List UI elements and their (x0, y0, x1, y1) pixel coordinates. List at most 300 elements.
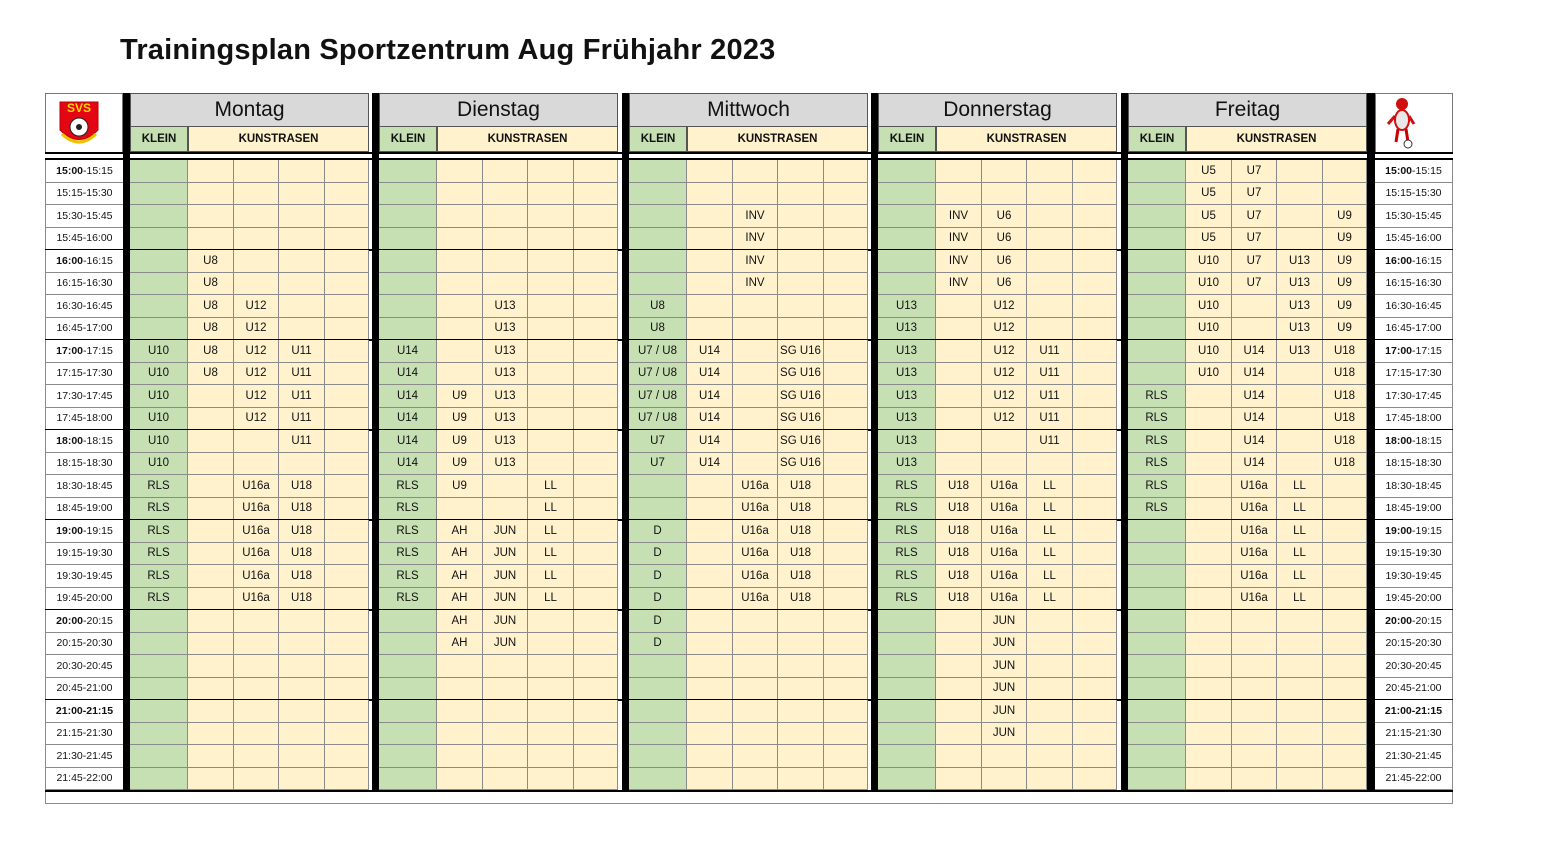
klein-header: KLEIN (629, 126, 687, 152)
kunstrasen-cell: INV (733, 273, 778, 296)
kunstrasen-cell: LL (528, 475, 574, 498)
kunstrasen-cell (325, 273, 369, 296)
kunstrasen-cell (188, 498, 234, 521)
kunstrasen-cell (733, 700, 778, 723)
klein-cell: U10 (130, 408, 188, 431)
kunstrasen-cell (1277, 745, 1323, 768)
klein-cell: RLS (130, 520, 188, 543)
klein-cell (629, 678, 687, 701)
time-label-left: 18:15-18:30 (45, 453, 123, 476)
kunstrasen-cell: U8 (188, 273, 234, 296)
klein-cell (629, 160, 687, 183)
kunstrasen-cell (733, 318, 778, 341)
klein-cell: U14 (379, 363, 437, 386)
kunstrasen-cell: U12 (234, 318, 279, 341)
kunstrasen-cell (234, 453, 279, 476)
kunstrasen-cell (1323, 498, 1367, 521)
time-label-left: 20:30-20:45 (45, 655, 123, 678)
kunstrasen-cell (778, 205, 824, 228)
kunstrasen-cell: INV (936, 228, 982, 251)
page-title: Trainingsplan Sportzentrum Aug Frühjahr 2023 (120, 34, 776, 66)
kunstrasen-cell (778, 318, 824, 341)
klein-cell: U13 (878, 453, 936, 476)
time-label-right: 20:00 -20:15 (1375, 610, 1453, 633)
kunstrasen-cell (1027, 228, 1073, 251)
klein-cell: D (629, 588, 687, 611)
kunstrasen-cell (528, 340, 574, 363)
kunstrasen-cell: AH (437, 543, 483, 566)
kunstrasen-cell: U9 (1323, 250, 1367, 273)
kunstrasen-cell (1323, 768, 1367, 791)
kunstrasen-cell (1186, 745, 1232, 768)
kunstrasen-cell: U5 (1186, 183, 1232, 206)
klein-cell (379, 160, 437, 183)
klein-cell (1128, 610, 1186, 633)
klein-cell: U7 / U8 (629, 408, 687, 431)
kunstrasen-cell (574, 610, 618, 633)
kunstrasen-cell (574, 160, 618, 183)
kunstrasen-cell (1232, 633, 1277, 656)
kunstrasen-cell (188, 768, 234, 791)
klein-cell: U13 (878, 430, 936, 453)
kunstrasen-cell (1232, 700, 1277, 723)
kunstrasen-cell (687, 700, 733, 723)
kunstrasen-cell (824, 430, 868, 453)
klein-cell (130, 205, 188, 228)
klein-header: KLEIN (379, 126, 437, 152)
kunstrasen-cell (1073, 520, 1117, 543)
klein-cell: RLS (1128, 475, 1186, 498)
kunstrasen-cell (1186, 723, 1232, 746)
kunstrasen-cell (1073, 340, 1117, 363)
kunstrasen-cell (936, 745, 982, 768)
time-label-right: 16:30-16:45 (1375, 295, 1453, 318)
kunstrasen-cell (325, 565, 369, 588)
klein-cell (379, 228, 437, 251)
kunstrasen-cell: SG U16 (778, 385, 824, 408)
kunstrasen-cell (528, 205, 574, 228)
kunstrasen-cell (234, 430, 279, 453)
klein-cell (130, 678, 188, 701)
klein-cell (1128, 700, 1186, 723)
time-label-left: 21:30-21:45 (45, 745, 123, 768)
kunstrasen-cell (437, 700, 483, 723)
klein-cell: RLS (130, 498, 188, 521)
kunstrasen-cell (778, 160, 824, 183)
klein-cell (1128, 205, 1186, 228)
kunstrasen-cell (574, 498, 618, 521)
kunstrasen-cell (279, 768, 325, 791)
kunstrasen-cell (325, 520, 369, 543)
klein-cell (130, 318, 188, 341)
kunstrasen-cell: LL (528, 588, 574, 611)
time-label-right: 20:15-20:30 (1375, 633, 1453, 656)
kunstrasen-cell: U9 (1323, 273, 1367, 296)
klein-cell (629, 205, 687, 228)
kunstrasen-cell: U9 (1323, 318, 1367, 341)
kunstrasen-cell (1323, 700, 1367, 723)
kunstrasen-cell (1277, 633, 1323, 656)
kunstrasen-cell: U14 (687, 363, 733, 386)
kunstrasen-cell: U10 (1186, 295, 1232, 318)
klein-cell (379, 205, 437, 228)
kunstrasen-cell: U16a (234, 475, 279, 498)
kunstrasen-cell (1277, 160, 1323, 183)
kunstrasen-cell: U18 (279, 520, 325, 543)
klein-cell (878, 700, 936, 723)
klein-cell (130, 655, 188, 678)
kunstrasen-cell: U7 (1232, 228, 1277, 251)
kunstrasen-cell: JUN (982, 655, 1027, 678)
time-label-left: 16:45-17:00 (45, 318, 123, 341)
klein-cell: RLS (878, 475, 936, 498)
kunstrasen-cell (824, 700, 868, 723)
kunstrasen-cell (936, 700, 982, 723)
kunstrasen-cell (574, 475, 618, 498)
kunstrasen-cell (325, 543, 369, 566)
time-label-left: 16:00 -16:15 (45, 250, 123, 273)
kunstrasen-cell (528, 408, 574, 431)
kunstrasen-cell (1027, 633, 1073, 656)
kunstrasen-cell (279, 160, 325, 183)
klein-cell (629, 700, 687, 723)
klein-cell (1128, 520, 1186, 543)
kunstrasen-cell (936, 453, 982, 476)
time-label-right: 15:15-15:30 (1375, 183, 1453, 206)
kunstrasen-cell: SG U16 (778, 363, 824, 386)
time-label-left: 17:15-17:30 (45, 363, 123, 386)
time-label-right: 16:45-17:00 (1375, 318, 1453, 341)
klein-cell (379, 295, 437, 318)
kunstrasen-cell: JUN (483, 565, 528, 588)
kunstrasen-cell: U18 (778, 588, 824, 611)
kunstrasen-cell (1027, 205, 1073, 228)
kunstrasen-cell (687, 475, 733, 498)
kunstrasen-cell (1277, 453, 1323, 476)
kunstrasen-cell (687, 610, 733, 633)
kunstrasen-cell (1186, 610, 1232, 633)
kunstrasen-cell (778, 655, 824, 678)
kunstrasen-cell (687, 295, 733, 318)
kunstrasen-cell: JUN (982, 633, 1027, 656)
kunstrasen-cell: U11 (1027, 430, 1073, 453)
kunstrasen-cell: U16a (982, 498, 1027, 521)
klein-cell (1128, 273, 1186, 296)
klein-cell: U8 (629, 318, 687, 341)
kunstrasen-cell: INV (733, 205, 778, 228)
kunstrasen-cell (733, 610, 778, 633)
time-label-right: 19:00 -19:15 (1375, 520, 1453, 543)
kunstrasen-cell (687, 633, 733, 656)
klein-cell (379, 250, 437, 273)
kunstrasen-cell (1323, 543, 1367, 566)
kunstrasen-cell (1232, 678, 1277, 701)
kunstrasen-cell (687, 565, 733, 588)
kunstrasen-cell (574, 363, 618, 386)
kunstrasen-cell: LL (1277, 543, 1323, 566)
kunstrasen-cell (325, 678, 369, 701)
kunstrasen-cell: U18 (279, 543, 325, 566)
kunstrasen-cell (824, 385, 868, 408)
kunstrasen-cell (733, 430, 778, 453)
kunstrasen-cell (574, 768, 618, 791)
kunstrasen-cell: U16a (982, 543, 1027, 566)
separator-bar (622, 93, 629, 792)
kunstrasen-cell (325, 228, 369, 251)
klein-cell (130, 228, 188, 251)
kunstrasen-cell: U18 (778, 520, 824, 543)
kunstrasen-cell: U5 (1186, 205, 1232, 228)
kunstrasen-cell: INV (936, 273, 982, 296)
kunstrasen-cell (936, 430, 982, 453)
klein-cell: D (629, 543, 687, 566)
time-label-left: 18:00 -18:15 (45, 430, 123, 453)
kunstrasen-cell (1027, 768, 1073, 791)
kunstrasen-cell (824, 318, 868, 341)
kunstrasen-cell (687, 745, 733, 768)
kunstrasen-cell (1027, 183, 1073, 206)
kunstrasen-cell: U18 (936, 565, 982, 588)
kunstrasen-cell (733, 160, 778, 183)
kunstrasen-cell (1073, 453, 1117, 476)
kunstrasen-cell: U14 (1232, 363, 1277, 386)
kunstrasen-cell (733, 183, 778, 206)
kunstrasen-cell (1073, 610, 1117, 633)
kunstrasen-cell (1277, 408, 1323, 431)
klein-cell (130, 273, 188, 296)
time-label-right: 15:00 -15:15 (1375, 160, 1453, 183)
kunstrasen-cell (574, 430, 618, 453)
kunstrasen-cell (778, 273, 824, 296)
klein-cell: U7 / U8 (629, 340, 687, 363)
kunstrasen-cell: U12 (234, 408, 279, 431)
kunstrasen-cell (483, 745, 528, 768)
day-header-0: Montag (130, 93, 369, 126)
kunstrasen-cell (1186, 543, 1232, 566)
kunstrasen-cell (325, 700, 369, 723)
kunstrasen-cell: U18 (1323, 453, 1367, 476)
kunstrasen-cell (778, 228, 824, 251)
kunstrasen-cell (824, 633, 868, 656)
kunstrasen-cell: U18 (936, 543, 982, 566)
klein-header: KLEIN (130, 126, 188, 152)
kunstrasen-cell (483, 205, 528, 228)
kunstrasen-cell (325, 295, 369, 318)
kunstrasen-cell: U14 (1232, 340, 1277, 363)
kunstrasen-cell: INV (733, 250, 778, 273)
kunstrasen-cell: JUN (982, 723, 1027, 746)
kunstrasen-cell (1323, 655, 1367, 678)
kunstrasen-cell (574, 250, 618, 273)
kunstrasen-cell (1323, 723, 1367, 746)
kunstrasen-cell (824, 160, 868, 183)
kunstrasen-cell: U14 (687, 385, 733, 408)
kunstrasen-cell (982, 183, 1027, 206)
kunstrasen-cell (574, 565, 618, 588)
kunstrasen-cell (1186, 408, 1232, 431)
kunstrasen-cell (824, 498, 868, 521)
kunstrasen-cell (188, 160, 234, 183)
kunstrasen-cell (936, 655, 982, 678)
kunstrasen-cell: U16a (733, 588, 778, 611)
time-label-left: 17:30-17:45 (45, 385, 123, 408)
kunstrasen-cell (279, 295, 325, 318)
kunstrasen-cell (528, 655, 574, 678)
time-label-left: 21:00-21:15 (45, 700, 123, 723)
kunstrasen-cell: U18 (778, 498, 824, 521)
klein-cell (130, 723, 188, 746)
kunstrasen-cell (188, 588, 234, 611)
kunstrasen-cell (1073, 475, 1117, 498)
klein-cell (878, 768, 936, 791)
kunstrasen-cell: U18 (279, 588, 325, 611)
kunstrasen-cell: U18 (778, 565, 824, 588)
kunstrasen-cell: U13 (483, 363, 528, 386)
kunstrasen-cell (574, 340, 618, 363)
kunstrasen-cell (733, 655, 778, 678)
kunstrasen-cell (188, 723, 234, 746)
klein-cell (629, 250, 687, 273)
kunstrasen-cell (188, 430, 234, 453)
kunstrasen-cell (1073, 408, 1117, 431)
kunstrasen-cell (188, 408, 234, 431)
kunstrasen-cell (483, 160, 528, 183)
time-label-right: 18:45-19:00 (1375, 498, 1453, 521)
kunstrasen-cell (1277, 723, 1323, 746)
kunstrasen-cell (325, 745, 369, 768)
klein-cell: RLS (130, 588, 188, 611)
kunstrasen-cell (483, 655, 528, 678)
club-crest-icon (46, 94, 122, 152)
kunstrasen-cell (1073, 678, 1117, 701)
klein-cell (1128, 588, 1186, 611)
klein-cell: RLS (878, 543, 936, 566)
kunstrasen-cell (1232, 768, 1277, 791)
kunstrasen-cell (733, 768, 778, 791)
kunstrasen-cell: U18 (936, 475, 982, 498)
kunstrasen-cell (528, 723, 574, 746)
klein-cell: RLS (1128, 408, 1186, 431)
klein-cell: RLS (130, 475, 188, 498)
kunstrasen-cell (1073, 160, 1117, 183)
kunstrasen-cell (778, 768, 824, 791)
kunstrasen-cell (279, 205, 325, 228)
klein-cell (629, 768, 687, 791)
kunstrasen-cell: LL (1027, 475, 1073, 498)
kunstrasen-cell: U18 (936, 588, 982, 611)
klein-header: KLEIN (1128, 126, 1186, 152)
klein-cell: U14 (379, 453, 437, 476)
kunstrasen-cell (528, 250, 574, 273)
kunstrasen-cell (936, 678, 982, 701)
kunstrasen-cell (574, 633, 618, 656)
kunstrasen-cell: U10 (1186, 250, 1232, 273)
kunstrasen-cell (1323, 475, 1367, 498)
time-label-right: 21:45-22:00 (1375, 768, 1453, 791)
kunstrasen-cell (1073, 565, 1117, 588)
kunstrasen-cell (437, 655, 483, 678)
kunstrasen-cell (528, 430, 574, 453)
kunstrasen-cell: AH (437, 588, 483, 611)
kunstrasen-cell (279, 610, 325, 633)
kunstrasen-cell: U13 (483, 385, 528, 408)
kunstrasen-cell (778, 250, 824, 273)
klein-cell: U7 (629, 430, 687, 453)
kunstrasen-cell (325, 340, 369, 363)
time-label-left: 20:15-20:30 (45, 633, 123, 656)
kunstrasen-cell (234, 160, 279, 183)
kunstrasen-cell: U16a (733, 475, 778, 498)
kunstrasen-cell (1232, 655, 1277, 678)
kunstrasen-cell (1277, 228, 1323, 251)
kunstrasen-cell (188, 655, 234, 678)
kunstrasen-cell: LL (1027, 565, 1073, 588)
kunstrasen-cell (1323, 745, 1367, 768)
kunstrasen-cell: U9 (437, 475, 483, 498)
klein-cell: U10 (130, 430, 188, 453)
kunstrasen-cell (1073, 655, 1117, 678)
kunstrasen-cell: LL (1277, 475, 1323, 498)
kunstrasen-cell (574, 273, 618, 296)
time-label-right: 21:30-21:45 (1375, 745, 1453, 768)
kunstrasen-cell: U12 (982, 385, 1027, 408)
kunstrasen-cell: U18 (279, 565, 325, 588)
kunstrasen-cell (1186, 678, 1232, 701)
klein-cell: U13 (878, 385, 936, 408)
kunstrasen-cell (279, 318, 325, 341)
kunstrasen-cell (1232, 295, 1277, 318)
time-label-left: 15:00 -15:15 (45, 160, 123, 183)
day-header-2: Mittwoch (629, 93, 868, 126)
klein-cell (878, 655, 936, 678)
kunstrasen-cell (936, 160, 982, 183)
kunstrasen-cell: U16a (1232, 520, 1277, 543)
klein-cell: RLS (878, 588, 936, 611)
kunstrasen-cell (824, 205, 868, 228)
kunstrasen-cell (1323, 610, 1367, 633)
klein-cell (1128, 655, 1186, 678)
time-label-left: 21:15-21:30 (45, 723, 123, 746)
klein-cell (379, 318, 437, 341)
klein-cell (130, 768, 188, 791)
kunstrasen-cell: JUN (483, 543, 528, 566)
kunstrasen-cell (437, 160, 483, 183)
klein-cell (130, 295, 188, 318)
kunstrasen-cell (437, 768, 483, 791)
kunstrasen-cell: U11 (1027, 363, 1073, 386)
kunstrasen-cell (188, 745, 234, 768)
kunstrasen-cell (188, 475, 234, 498)
kunstrasen-cell (188, 205, 234, 228)
kunstrasen-cell (279, 678, 325, 701)
kunstrasen-cell (1073, 430, 1117, 453)
klein-cell (379, 183, 437, 206)
kunstrasen-cell: U6 (982, 228, 1027, 251)
kunstrasen-cell (188, 678, 234, 701)
kunstrasen-cell (325, 588, 369, 611)
kunstrasen-cell: U16a (234, 588, 279, 611)
kunstrasen-cell: U11 (279, 408, 325, 431)
time-label-right: 19:30-19:45 (1375, 565, 1453, 588)
kunstrasen-cell (1277, 678, 1323, 701)
kunstrasen-cell: JUN (483, 588, 528, 611)
kunstrasen-cell (733, 340, 778, 363)
klein-cell (379, 768, 437, 791)
kunstrasen-cell (437, 340, 483, 363)
klein-cell (1128, 768, 1186, 791)
kunstrasen-cell (982, 430, 1027, 453)
kunstrasen-cell (778, 723, 824, 746)
